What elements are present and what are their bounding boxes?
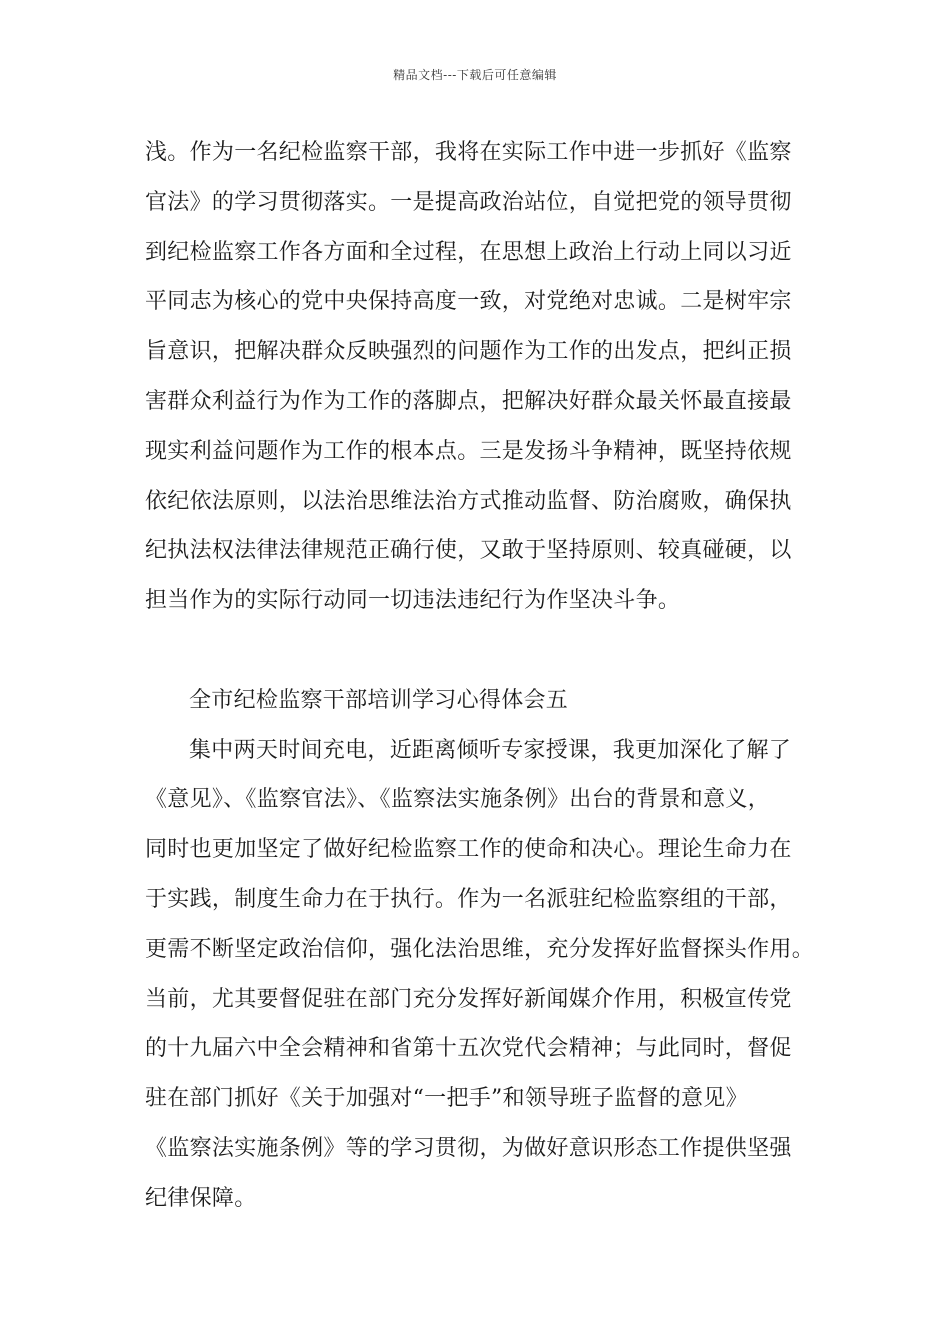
section-1-paragraph (145, 128, 825, 626)
text-line: 害群众利益行为作为工作的落脚点，把解决好群众最关怀最直接最 (145, 388, 792, 414)
text-line: 驻在部门抓好《关于加强对“一把手”和领导班子监督的意见》 (145, 1086, 748, 1112)
document-body (145, 128, 825, 1224)
text-line: 到纪检监察工作各方面和全过程，在思想上政治上行动上同以习近 (145, 239, 792, 265)
text-line: 纪律保障。 (145, 1185, 257, 1211)
text-line: 平同志为核心的党中央保持高度一致，对党绝对忠诚。二是树牢宗 (145, 289, 792, 315)
text-line: 更需不断坚定政治信仰，强化法治思维，充分发挥好监督探头作用。 (145, 936, 815, 962)
text-line: 集中两天时间充电，近距离倾听专家授课，我更加深化了解了 (189, 737, 792, 763)
page-header: 精品文档---下载后可任意编辑 (393, 68, 557, 82)
text-line: 的十九届六中全会精神和省第十五次党代会精神；与此同时，督促 (145, 1036, 792, 1062)
text-line: 纪执法权法律法律规范正确行使，又敢于坚持原则、较真碰硬，以 (145, 538, 792, 564)
text-line: 担当作为的实际行动同一切违法违纪行为作坚决斗争。 (145, 588, 681, 614)
text-line: 现实利益问题作为工作的根本点。三是发扬斗争精神，既坚持依规 (145, 438, 792, 464)
text-line: 官法》的学习贯彻落实。一是提高政治站位，自觉把党的领导贯彻 (145, 189, 792, 215)
section-title: 全市纪检监察干部培训学习心得体会五 (189, 687, 569, 713)
text-line: 依纪依法原则，以法治思维法治方式推动监督、防治腐败，确保执 (145, 488, 792, 514)
section-2-paragraph (145, 726, 825, 1224)
text-line: 同时也更加坚定了做好纪检监察工作的使命和决心。理论生命力在 (145, 837, 792, 863)
section-gap (145, 626, 825, 676)
text-line: 当前，尤其要督促驻在部门充分发挥好新闻媒介作用，积极宣传党 (145, 986, 792, 1012)
text-line: 《意见》、《监察官法》、《监察法实施条例》出台的背景和意义， (145, 787, 771, 813)
text-line: 《监察法实施条例》等的学习贯彻，为做好意识形态工作提供坚强 (145, 1135, 792, 1161)
text-line: 浅。作为一名纪检监察干部，我将在实际工作中进一步抓好《监察 (145, 140, 792, 165)
text-line: 旨意识，把解决群众反映强烈的问题作为工作的出发点，把纠正损 (145, 339, 792, 365)
text-line: 于实践，制度生命力在于执行。作为一名派驻纪检监察组的干部， (145, 886, 792, 912)
